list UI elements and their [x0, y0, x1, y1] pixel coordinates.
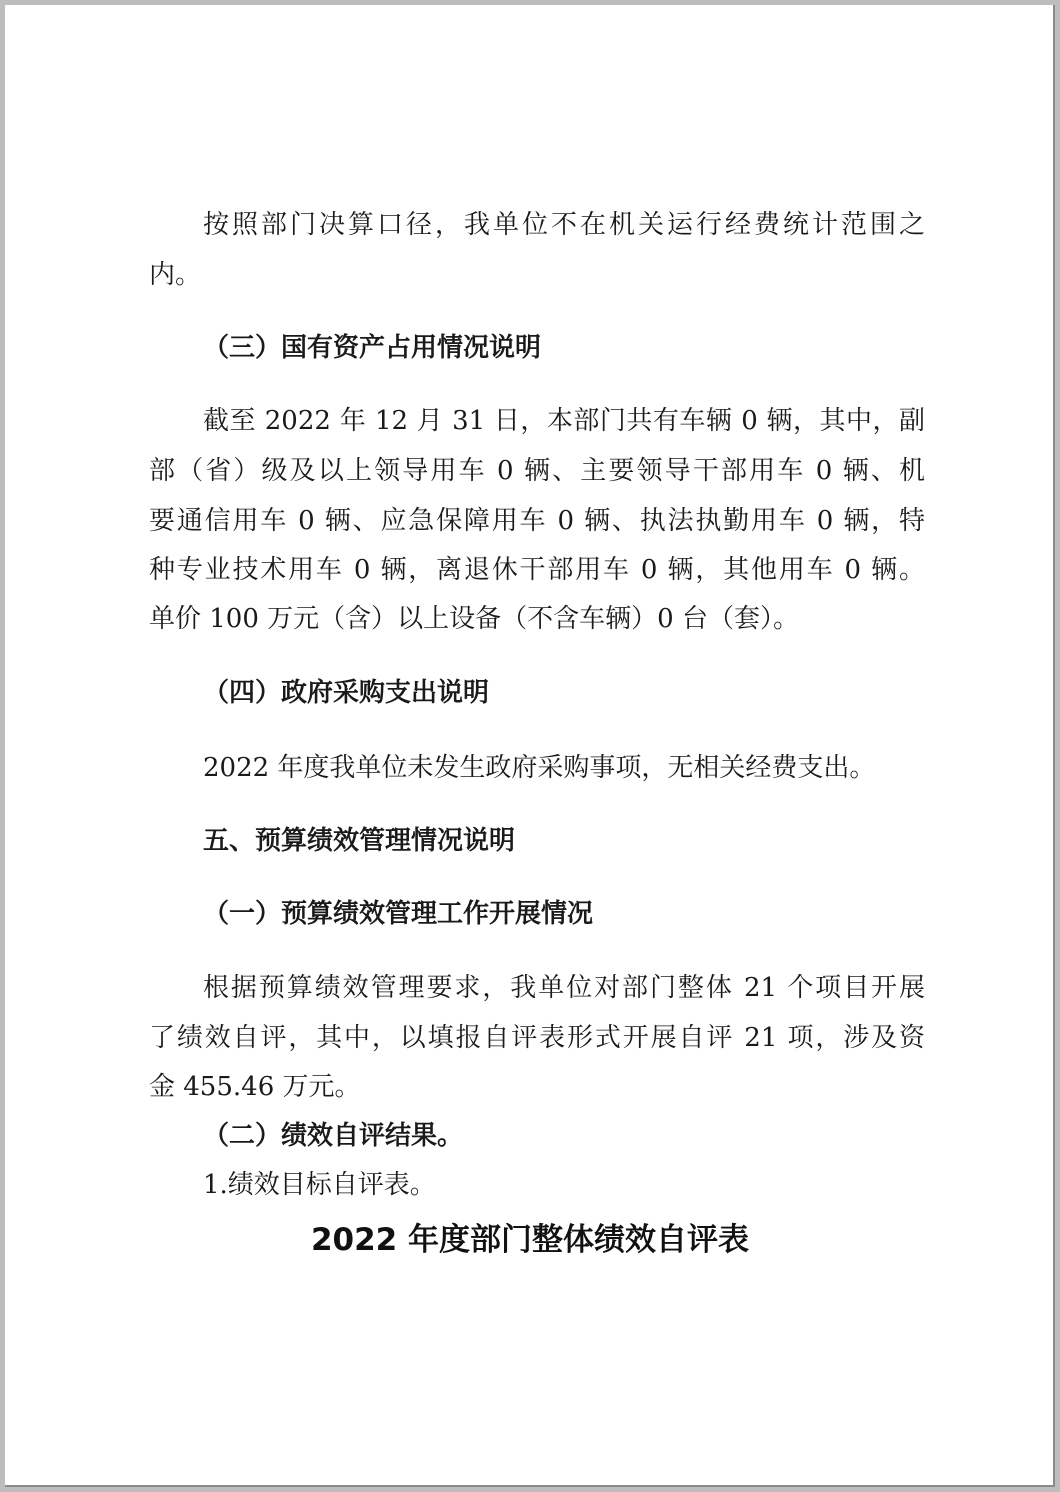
- paragraph-vehicles-line-1: 截至 2022 年 12 月 31 日，本部门共有车辆 0 辆，其中，副: [203, 406, 925, 436]
- paragraph-self-evaluation-line-1: 根据预算绩效管理要求，我单位对部门整体 21 个项目开展: [203, 973, 925, 1003]
- heading-performance-work: （一）预算绩效管理工作开展情况: [203, 899, 594, 929]
- document-page: [5, 5, 1055, 1487]
- paragraph-self-evaluation-line-3: 金 455.46 万元。: [149, 1072, 361, 1102]
- paragraph-procurement: 2022 年度我单位未发生政府采购事项，无相关经费支出。: [203, 753, 876, 783]
- item-target-self-evaluation-table: 1.绩效目标自评表。: [203, 1170, 436, 1200]
- heading-budget-performance: 五、预算绩效管理情况说明: [203, 826, 516, 856]
- paragraph-vehicles-line-2: 部（省）级及以上领导用车 0 辆、主要领导干部用车 0 辆、机: [149, 456, 925, 486]
- paragraph-vehicles-line-4: 种专业技术用车 0 辆，离退休干部用车 0 辆，其他用车 0 辆。: [149, 555, 925, 585]
- heading-self-evaluation-results: （二）绩效自评结果。: [203, 1121, 464, 1151]
- table-title: 2022 年度部门整体绩效自评表: [310, 1222, 750, 1258]
- paragraph-operating-funds-line-1: 按照部门决算口径，我单位不在机关运行经费统计范围之: [203, 210, 925, 240]
- heading-government-procurement: （四）政府采购支出说明: [203, 678, 490, 708]
- paragraph-operating-funds-line-2: 内。: [149, 260, 202, 290]
- paragraph-vehicles-line-5: 单价 100 万元（含）以上设备（不含车辆）0 台（套）。: [149, 604, 799, 634]
- heading-state-assets: （三）国有资产占用情况说明: [203, 333, 542, 363]
- paragraph-self-evaluation-line-2: 了绩效自评，其中，以填报自评表形式开展自评 21 项，涉及资: [149, 1023, 925, 1053]
- paragraph-vehicles-line-3: 要通信用车 0 辆、应急保障用车 0 辆、执法执勤用车 0 辆，特: [149, 506, 925, 536]
